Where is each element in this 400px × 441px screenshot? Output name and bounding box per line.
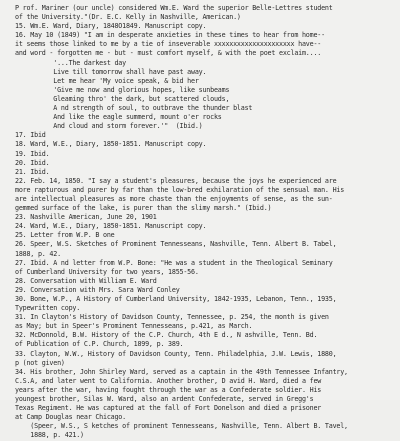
text-line: And like the eagle summerd, mount o'er rocks (15, 113, 222, 122)
text-line: 21. Ibid. (15, 167, 50, 176)
text-line: at Camp Douglas near Chicago. (15, 413, 126, 422)
text-line: 23. Nashville American, June 20, 1901 (15, 213, 157, 222)
text-line: C.S.A, and later went to California. Another brother, D avid H. Ward, died a few (15, 376, 322, 385)
text-line: 1888, p. 42. (15, 249, 61, 258)
text-line: p (not given) (15, 358, 65, 367)
text-line: 18. Ward, W.E., Diary, 1850-1851. Manuscript copy. (15, 140, 207, 149)
text-line: 15. Wm.E. Ward, Diary, 1848O1849. Manuscript copy. (15, 22, 207, 31)
text-line: 19. Ibid. (15, 149, 50, 158)
text-line: of Publication of C.P. Church, 1899, p. 389. (15, 340, 184, 349)
text-line: 31. In Clayton's History of Davidson County, Tennessee, p. 254, the month is given (15, 313, 329, 322)
text-line: 26. Speer, W.S. Sketches of Prominent Tennesseans, Nashville, Tenn. Albert B. Tabel, (15, 240, 337, 249)
text-line: as May; but in Speer's Prominent Tennesseans, p.421, as March. (15, 322, 253, 331)
text-line: years after the war, having fought through the war as a Confederate soldier. His (15, 385, 322, 394)
text-line: 22. Feb. 14, 1850. "I say a student's pleasures, because the joys he experienced are (15, 176, 337, 185)
text-line: (Speer, W.S., S ketches of prominent Tennesseans, Nashville, Tenn. Albert B. Tavel, (15, 422, 348, 431)
text-line: 28. Conversation with William E. Ward (15, 276, 157, 285)
text-line: and word - forgotten me - but - must comfort myself, & with the poet exclaim.... (15, 49, 322, 58)
text-line: it seems those linked to me by a tie of inseverable xxxxxxxxxxxxxxxxxxxxx have-- (15, 40, 322, 49)
text-line: 29. Conversation with Mrs. Sara Ward Conley (15, 285, 180, 294)
text-line: 20. Ibid. (15, 158, 50, 167)
text-line: 1888, p. 421.) (15, 431, 84, 440)
text-line: youngest brother, Silas W. Ward, also an ardent Confederate, served in Gregg's (15, 395, 314, 404)
endnotes-text (15, 4, 399, 441)
text-line: 34. His brother, John Shirley Ward, served as a captain in the 49th Tennessee Infantry, (15, 367, 348, 376)
text-line: of Cumberland University for two years, 1855-56. (15, 267, 199, 276)
text-line: Texas Regiment. He was captured at the fall of Fort Donelson and died a prisoner (15, 404, 322, 413)
text-line: 27. Ibid. A nd letter from W.P. Bone: "He was a student in the Theological Seminary (15, 258, 333, 267)
text-line: 30. Bone, W.P., A History of Cumberland University, 1842-1935, Lebanon, Tenn., 1935, (15, 295, 337, 303)
text-line: more rapturous and purer by far than the low-bred exhilaration of the sensual man. His (15, 185, 345, 194)
text-line: Typewritten copy. (15, 304, 81, 313)
text-line: of the University."(Dr. E.C. Kelly in Nashville, American.) (15, 13, 241, 22)
text-line: 32. McDonnold, B.W. History of the C.P. Church, 4th E d., N ashville, Tenn. Bd. (15, 331, 318, 340)
text-line: 17. Ibid (15, 131, 46, 140)
text-line: Gleaming thro' the dark, but scattered clouds, (15, 94, 230, 103)
text-line: '...The darkest day (15, 58, 126, 67)
text-line: 25. Letter from W.P. B one (15, 231, 115, 240)
text-line: 16. May 10 (1849) "I am in desperate anxieties in these times to hear from home-- (15, 31, 325, 40)
text-line: 'Give me now and glorious hopes, like sunbeams (15, 85, 230, 94)
text-line: A nd strength of soul, to outbrave the thunder blast (15, 104, 253, 113)
text-line: Let me hear 'My voice speak, & bid her (15, 76, 199, 85)
text-line: gemmed surface of the lake, is purer than the slimy marsh." (Ibid.) (15, 204, 272, 213)
text-line: And cloud and storm forever.'" (Ibid.) (15, 122, 203, 131)
text-line: P rof. Mariner (our uncle) considered Wm.E. Ward the superior Belle-Lettres student (15, 4, 333, 12)
text-line: Live till tomorrow shall have past away. (15, 67, 207, 76)
text-line: 24. Ward, W.E., Diary, 1850-1851. Manuscript copy. (15, 222, 207, 231)
text-line: 33. Clayton, W.W., History of Davidson County, Tenn. Philadelphia, J.W. Lewis, 1880, (15, 349, 337, 358)
text-line: are intellectual pleasures as more chaste than the enjoyments of sense, as the sun- (15, 194, 333, 203)
